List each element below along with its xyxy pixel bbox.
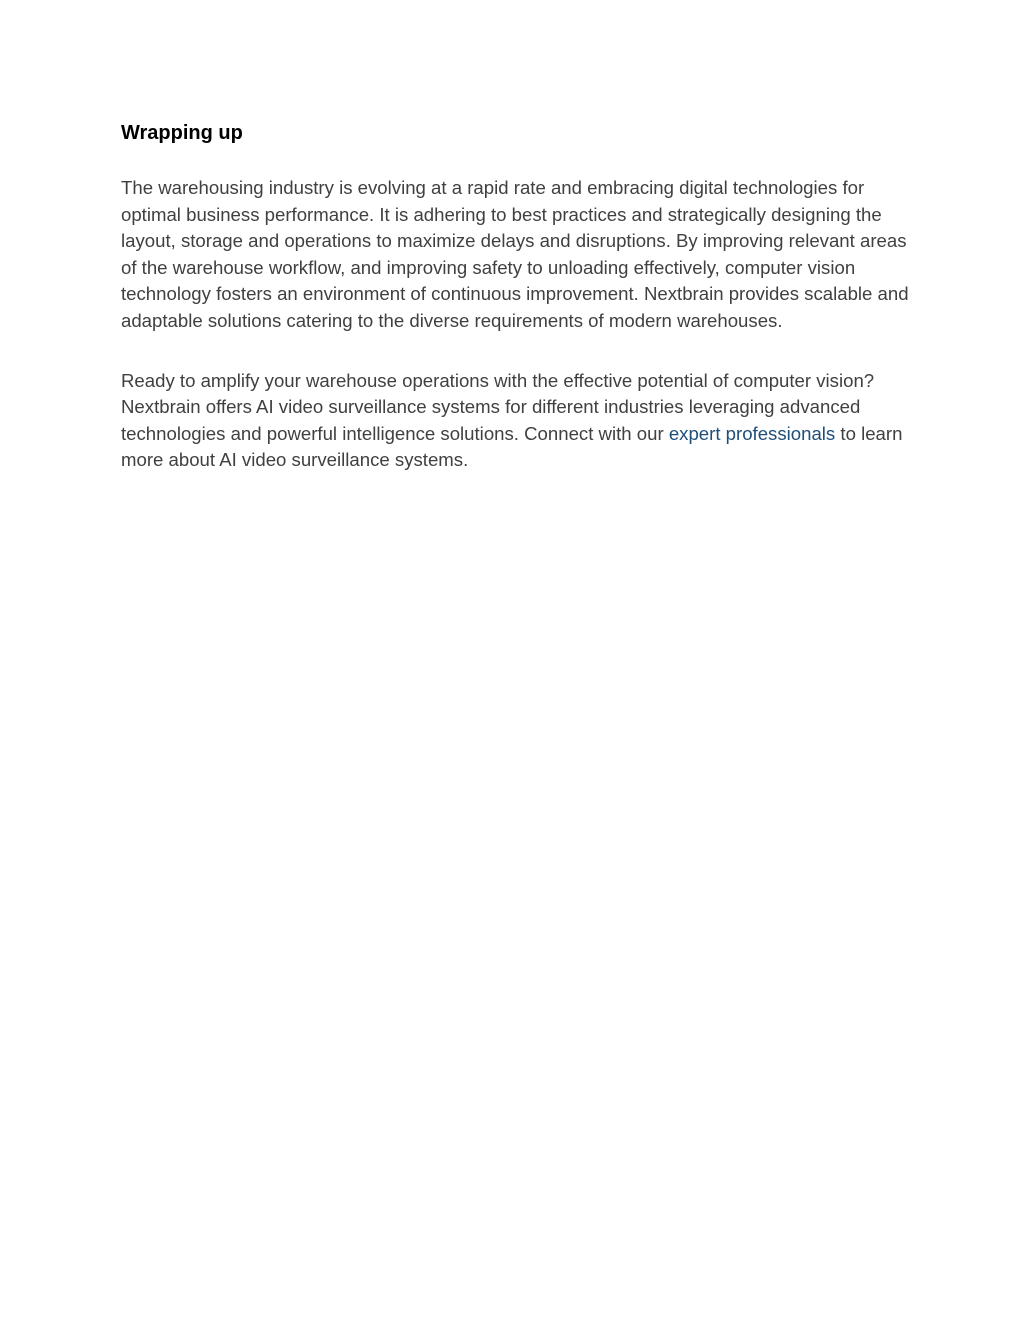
- section-heading: Wrapping up: [121, 122, 243, 144]
- body-paragraph: The warehousing industry is evolving at a rapid rate and embracing digital technologies for optimal business performance. It is adhering to best practices and strategically designing the layout, storage and operations to maximize delays and disruptions. By improving relevant areas of the warehouse workflow, and improving safety to unloading effectively, computer vision technology fosters an environment of continuous improvement. Nextbrain provides scalable and adaptable solutions catering to the diverse requirements of modern warehouses.: [121, 177, 909, 331]
- expert-professionals-link[interactable]: expert professionals: [668, 422, 836, 444]
- document-page: [121, 118, 911, 474]
- paragraph-text-after-link: to learn more about AI video surveillance systems.: [121, 422, 903, 471]
- call-to-action-paragraph: [121, 368, 911, 474]
- paragraph-text-before-link: Ready to amplify your warehouse operations with the effective potential of computer vision? Nextbrain offers AI video surveillance systems for different industries leveraging advanced technologies and powerful intelligence solutions. Connect with our: [121, 369, 875, 444]
